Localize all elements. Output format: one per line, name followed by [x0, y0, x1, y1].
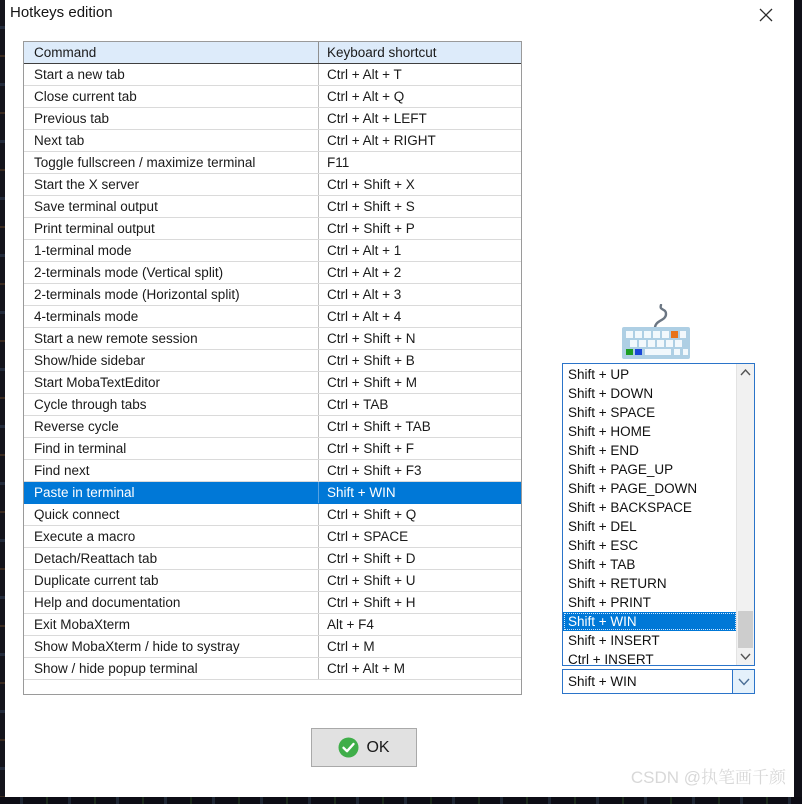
table-row[interactable] — [24, 350, 521, 372]
list-item[interactable]: Ctrl + INSERT — [568, 652, 654, 665]
command-cell: Exit MobaXterm — [24, 614, 319, 635]
listbox-scrollbar[interactable] — [736, 364, 754, 665]
command-cell: Help and documentation — [24, 592, 319, 613]
list-item[interactable]: Shift + DEL — [568, 519, 637, 534]
table-row[interactable] — [24, 636, 521, 658]
shortcut-cell: Ctrl + Alt + 4 — [327, 309, 402, 324]
command-cell: Print terminal output — [24, 218, 319, 239]
table-row[interactable] — [24, 504, 521, 526]
shortcut-cell: Ctrl + Shift + X — [327, 177, 415, 192]
table-row[interactable] — [24, 240, 521, 262]
command-cell: Execute a macro — [24, 526, 319, 547]
shortcut-cell: Ctrl + Shift + TAB — [327, 419, 431, 434]
table-row[interactable] — [24, 394, 521, 416]
table-row[interactable] — [24, 284, 521, 306]
table-row[interactable] — [24, 306, 521, 328]
table-row[interactable] — [24, 658, 521, 680]
command-cell: Start the X server — [24, 174, 319, 195]
shortcut-cell: Alt + F4 — [327, 617, 374, 632]
table-row[interactable] — [24, 614, 521, 636]
table-row[interactable] — [24, 570, 521, 592]
column-header-command: Command — [24, 42, 319, 63]
list-item[interactable]: Shift + BACKSPACE — [568, 500, 692, 515]
command-cell: Paste in terminal — [24, 482, 319, 503]
column-header-shortcut: Keyboard shortcut — [327, 45, 437, 60]
command-cell: 4-terminals mode — [24, 306, 319, 327]
shortcut-cell: Ctrl + Alt + RIGHT — [327, 133, 436, 148]
shortcut-cell: Ctrl + Shift + U — [327, 573, 416, 588]
shortcut-cell: Ctrl + Shift + F3 — [327, 463, 422, 478]
screen-edge-right — [794, 0, 802, 804]
hotkeys-table — [23, 41, 522, 695]
shortcut-cell: Ctrl + Alt + 3 — [327, 287, 402, 302]
shortcut-cell: Ctrl + Shift + H — [327, 595, 416, 610]
table-row[interactable] — [24, 152, 521, 174]
ok-button-label: OK — [366, 738, 390, 756]
table-row[interactable] — [24, 86, 521, 108]
command-cell: Save terminal output — [24, 196, 319, 217]
chevron-down-icon — [738, 678, 750, 686]
shortcut-cell: Ctrl + Alt + LEFT — [327, 111, 427, 126]
watermark-text: CSDN @执笔画千颜 — [630, 768, 786, 787]
screen-edge-left — [0, 0, 5, 804]
list-item[interactable]: Shift + END — [568, 443, 639, 458]
scroll-down-icon[interactable] — [737, 648, 754, 665]
shortcut-listbox — [562, 363, 755, 666]
command-cell: 1-terminal mode — [24, 240, 319, 261]
shortcut-cell: Ctrl + TAB — [327, 397, 389, 412]
shortcut-combobox[interactable] — [562, 669, 755, 694]
shortcut-cell: Ctrl + Shift + P — [327, 221, 415, 236]
table-row[interactable] — [24, 196, 521, 218]
shortcut-cell: Ctrl + Shift + B — [327, 353, 415, 368]
table-row[interactable] — [24, 438, 521, 460]
list-item[interactable]: Shift + PAGE_DOWN — [568, 481, 698, 496]
table-row[interactable] — [24, 108, 521, 130]
command-cell: Next tab — [24, 130, 319, 151]
shortcut-cell: Ctrl + Shift + M — [327, 375, 418, 390]
table-header — [24, 42, 521, 64]
table-row[interactable] — [24, 526, 521, 548]
list-item[interactable]: Shift + HOME — [568, 424, 651, 439]
table-row[interactable] — [24, 262, 521, 284]
close-icon[interactable] — [756, 5, 776, 25]
combobox-value: Shift + WIN — [568, 674, 637, 689]
taskbar-edge — [0, 797, 802, 804]
shortcut-cell: Ctrl + SPACE — [327, 529, 409, 544]
list-item[interactable]: Shift + SPACE — [568, 405, 656, 420]
shortcut-cell: Ctrl + Shift + S — [327, 199, 415, 214]
list-item[interactable]: Shift + PAGE_UP — [568, 462, 674, 477]
scrollbar-thumb[interactable] — [738, 611, 753, 648]
list-item[interactable]: Shift + PRINT — [568, 595, 651, 610]
command-cell: Close current tab — [24, 86, 319, 107]
shortcut-cell: Ctrl + M — [327, 639, 375, 654]
shortcut-cell: Ctrl + Shift + Q — [327, 507, 417, 522]
scroll-up-icon[interactable] — [737, 364, 754, 381]
command-cell: Detach/Reattach tab — [24, 548, 319, 569]
ok-button[interactable] — [311, 728, 417, 767]
shortcut-cell: Ctrl + Shift + D — [327, 551, 416, 566]
shortcut-cell: F11 — [327, 155, 350, 170]
shortcut-cell: Ctrl + Alt + 2 — [327, 265, 402, 280]
list-item[interactable]: Shift + UP — [568, 367, 630, 382]
table-row[interactable] — [24, 328, 521, 350]
list-item[interactable]: Shift + INSERT — [568, 633, 660, 648]
table-row[interactable] — [24, 482, 521, 504]
dialog-title: Hotkeys edition — [10, 4, 113, 21]
command-cell: Reverse cycle — [24, 416, 319, 437]
command-cell: Start a new remote session — [24, 328, 319, 349]
table-body — [24, 64, 521, 680]
ok-check-icon — [338, 737, 359, 758]
table-row[interactable] — [24, 218, 521, 240]
command-cell: 2-terminals mode (Vertical split) — [24, 262, 319, 283]
command-cell: Find next — [24, 460, 319, 481]
command-cell: Find in terminal — [24, 438, 319, 459]
shortcut-cell: Ctrl + Alt + M — [327, 661, 406, 676]
table-row[interactable] — [24, 174, 521, 196]
shortcut-cell: Ctrl + Shift + N — [327, 331, 416, 346]
table-row[interactable] — [24, 592, 521, 614]
shortcut-cell: Ctrl + Alt + 1 — [327, 243, 402, 258]
list-item[interactable]: Shift + TAB — [568, 557, 636, 572]
list-item[interactable]: Shift + ESC — [568, 538, 639, 553]
command-cell: Start MobaTextEditor — [24, 372, 319, 393]
table-row[interactable] — [24, 372, 521, 394]
command-cell: Quick connect — [24, 504, 319, 525]
command-cell: Show MobaXterm / hide to systray — [24, 636, 319, 657]
table-row[interactable] — [24, 416, 521, 438]
table-row[interactable] — [24, 548, 521, 570]
shortcut-cell: Shift + WIN — [327, 485, 396, 500]
list-item[interactable]: Shift + RETURN — [568, 576, 667, 591]
table-row[interactable] — [24, 130, 521, 152]
command-cell: Previous tab — [24, 108, 319, 129]
list-item[interactable]: Shift + DOWN — [568, 386, 654, 401]
shortcut-cell: Ctrl + Alt + Q — [327, 89, 405, 104]
shortcut-cell: Ctrl + Shift + F — [327, 441, 415, 456]
command-cell: Cycle through tabs — [24, 394, 319, 415]
command-cell: 2-terminals mode (Horizontal split) — [24, 284, 319, 305]
table-row[interactable] — [24, 64, 521, 86]
command-cell: Show/hide sidebar — [24, 350, 319, 371]
command-cell: Duplicate current tab — [24, 570, 319, 591]
shortcut-cell: Ctrl + Alt + T — [327, 67, 402, 82]
command-cell: Start a new tab — [24, 64, 319, 85]
command-cell: Show / hide popup terminal — [24, 658, 319, 679]
table-row[interactable] — [24, 460, 521, 482]
combobox-dropdown-button[interactable] — [732, 670, 754, 693]
list-item[interactable]: Shift + WIN — [563, 612, 737, 631]
command-cell: Toggle fullscreen / maximize terminal — [24, 152, 319, 173]
keyboard-icon — [617, 304, 695, 362]
shortcut-list — [563, 365, 737, 665]
